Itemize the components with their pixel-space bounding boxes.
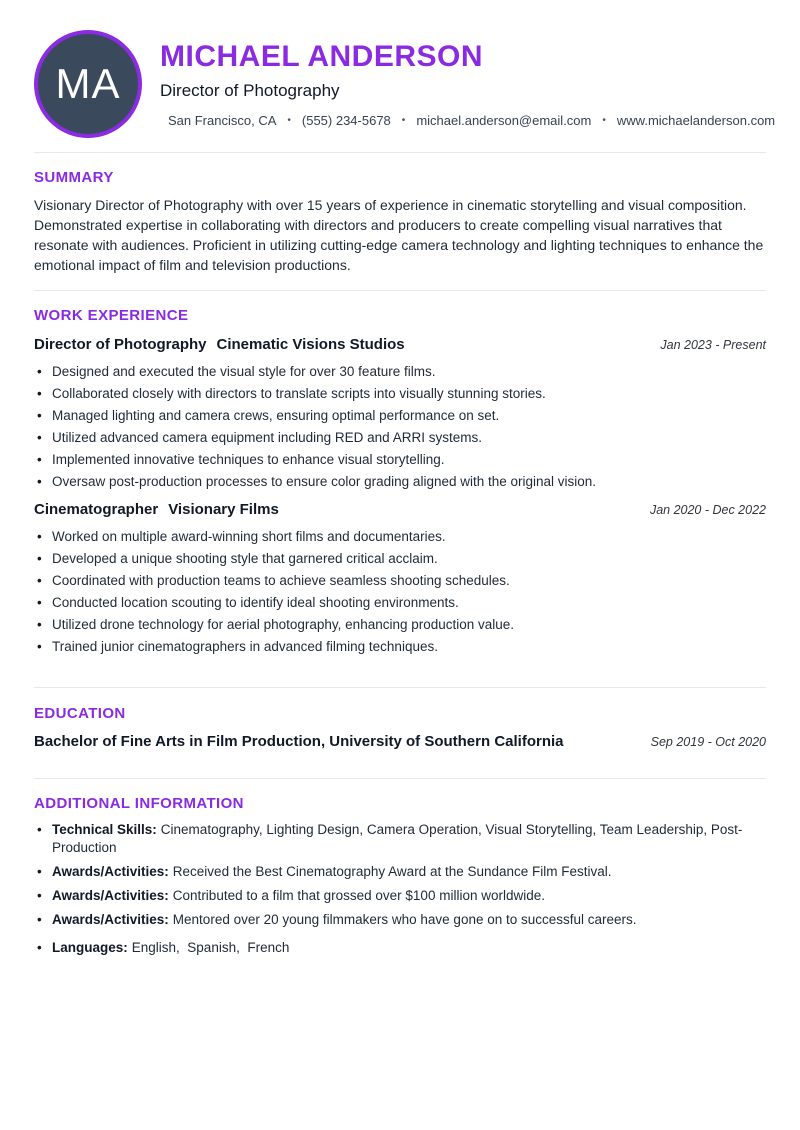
education-heading: EDUCATION — [34, 705, 126, 722]
section-additional-information — [34, 795, 766, 957]
job-position: Director of Photography — [34, 336, 207, 353]
education-dates: Sep 2019 - Oct 2020 — [650, 735, 766, 749]
contact-separator-icon: • — [401, 115, 406, 127]
additional-info-list — [34, 821, 766, 957]
education-degree: Bachelor of Fine Arts in Film Production, University of Southern California — [34, 733, 564, 750]
education-header — [34, 733, 766, 751]
section-divider — [34, 778, 766, 779]
info-item — [34, 887, 766, 905]
job-bullet: • Conducted location scouting to identify ideal shooting environments. — [34, 594, 766, 612]
info-item — [34, 821, 766, 857]
info-item-label: Awards/Activities: — [52, 888, 169, 903]
job-dates: Jan 2023 - Present — [660, 338, 766, 352]
job-bullet: • Oversaw post-production processes to ensure color grading aligned with the original vision. — [34, 473, 766, 491]
section-divider — [34, 152, 766, 153]
info-item-label: Awards/Activities: — [52, 912, 169, 927]
info-item — [34, 939, 766, 957]
info-item-text: Contributed to a film that grossed over $100 million worldwide. — [172, 888, 545, 903]
job-bullet: • Developed a unique shooting style that garnered critical acclaim. — [34, 550, 766, 568]
job-title-line — [34, 336, 405, 354]
job-header — [34, 501, 766, 519]
job-bullet: • Trained junior cinematographers in advanced filming techniques. — [34, 638, 766, 656]
resume-header — [34, 30, 776, 138]
contact-separator-icon: • — [287, 115, 291, 127]
work-experience-heading: WORK EXPERIENCE — [34, 307, 189, 324]
info-item-text: Received the Best Cinematography Award at the Sundance Film Festival. — [172, 864, 612, 879]
job-company: Visionary Films — [168, 501, 279, 518]
contact-website: www.michaelanderson.com — [616, 113, 776, 129]
header-text — [160, 40, 775, 129]
info-item-label: Technical Skills: — [52, 822, 157, 837]
info-item-text: English, Spanish, French — [131, 940, 290, 955]
contact-separator-icon: • — [602, 115, 606, 127]
section-work-experience — [34, 307, 766, 687]
job-company: Cinematic Visions Studios — [216, 336, 405, 353]
job-bullet: • Implemented innovative techniques to enhance visual storytelling. — [34, 451, 766, 469]
job-dates: Jan 2020 - Dec 2022 — [649, 503, 766, 517]
additional-information-heading: ADDITIONAL INFORMATION — [34, 795, 244, 812]
avatar — [34, 30, 142, 138]
info-item-text: Mentored over 20 young filmmakers who have gone on to successful careers. — [172, 912, 637, 927]
contact-row — [168, 113, 775, 128]
job-header — [34, 336, 766, 354]
contact-email: michael.anderson@email.com — [416, 113, 592, 129]
job-bullet: • Worked on multiple award-winning short films and documentaries. — [34, 528, 766, 546]
job-bullet: • Collaborated closely with directors to translate scripts into visually stunning stories. — [34, 385, 766, 403]
section-divider — [34, 290, 766, 291]
contact-phone: (555) 234-5678 — [301, 113, 391, 129]
job-bullet-list — [34, 528, 766, 656]
summary-heading: SUMMARY — [34, 169, 114, 186]
job-bullet: • Utilized advanced camera equipment including RED and ARRI systems. — [34, 429, 766, 447]
candidate-job-title: Director of Photography — [160, 81, 340, 101]
spacer — [34, 660, 766, 687]
section-education — [34, 705, 766, 751]
info-item-label: Awards/Activities: — [52, 864, 169, 879]
avatar-initials: MA — [55, 60, 121, 107]
job-position: Cinematographer — [34, 501, 159, 518]
job-bullet: • Designed and executed the visual style for over 30 feature films. — [34, 363, 766, 381]
job-bullet: • Coordinated with production teams to achieve seamless shooting schedules. — [34, 572, 766, 590]
section-divider — [34, 687, 766, 688]
info-item-label: Languages: — [52, 940, 128, 955]
info-item — [34, 863, 766, 881]
summary-text: Visionary Director of Photography with over 15 years of experience in cinematic storytelling and visual composition. Demonstrated expertise in collaborating with directors and producers to create compelling visual narratives that resonate with audiences. Proficient in utilizing cutting-edge camera technology and lighting techniques to enhance the emotional impact of film and television productions. — [34, 197, 764, 273]
info-item-text: Cinematography, Lighting Design, Camera Operation, Visual Storytelling, Team Leadership, Post-Production — [52, 822, 743, 855]
job-bullet: • Managed lighting and camera crews, ensuring optimal performance on set. — [34, 407, 766, 425]
job-bullet-list — [34, 363, 766, 491]
job-title-line — [34, 501, 279, 519]
candidate-name: MICHAEL ANDERSON — [160, 39, 484, 73]
education-entry — [34, 733, 766, 751]
section-summary — [34, 169, 766, 275]
info-item — [34, 911, 766, 929]
job-bullet: • Utilized drone technology for aerial photography, enhancing production value. — [34, 616, 766, 634]
contact-location: San Francisco, CA — [168, 113, 277, 129]
